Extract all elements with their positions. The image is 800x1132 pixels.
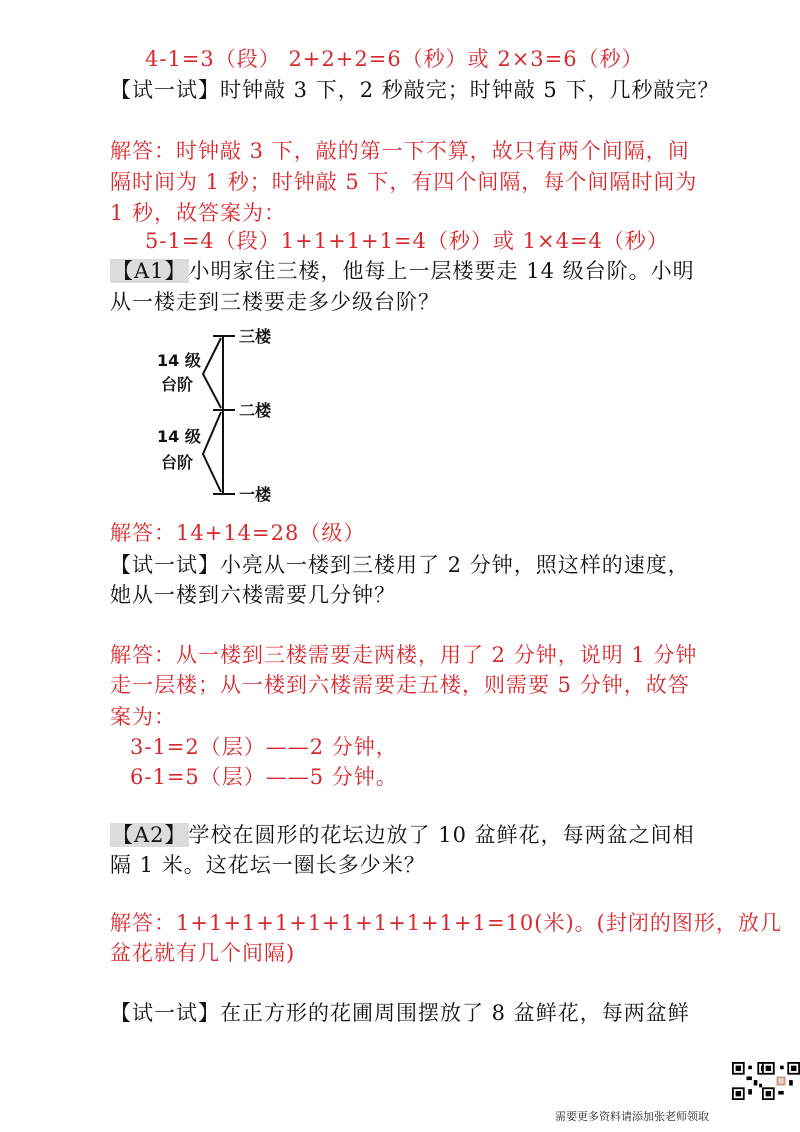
stairs-diagram-svg: [155, 322, 295, 512]
footer-contact-text: 需要更多资料请添加张老师领取: [555, 1110, 709, 1123]
floor-3-label: 三楼: [239, 327, 272, 346]
answer-1-calc: 5-1=4（段）1+1+1+1=4（秒）或 1×4=4（秒）: [145, 229, 669, 253]
lower-steps-count: 14 级: [157, 427, 201, 446]
upper-brace: [203, 338, 221, 408]
question-a1-line-1: [110, 256, 695, 286]
question-a1-line-2: 从一楼走到三楼要走多少级台阶？: [110, 290, 440, 314]
try-question-3: 【试一试】在正方形的花圃周围摆放了 8 盆鲜花，每两盆鲜: [110, 1001, 690, 1025]
floor-2-label: 二楼: [239, 401, 272, 420]
question-tag-a1: 【A1】: [112, 259, 187, 283]
question-a2-line-1: [110, 820, 695, 850]
answer-2-line-3: 案为：: [110, 705, 176, 729]
try-question-1: 【试一试】时钟敲 3 下，2 秒敲完；时钟敲 5 下，几秒敲完？: [110, 78, 720, 102]
answer-a2-line-1: 解答：1+1+1+1+1+1+1+1+1+1=10(米)。(封闭的图形，放几: [110, 911, 782, 935]
answer-a2-line-2: 盆花就有几个间隔): [110, 941, 296, 965]
question-a2-line-2: 隔 1 米。这花坛一圈长多少米？: [110, 853, 426, 877]
answer-a1: 解答：14+14=28（级）: [110, 521, 366, 545]
try-question-2-line-1: 【试一试】小亮从一楼到三楼用了 2 分钟，照这样的速度，: [110, 553, 690, 577]
answer-1-line-2: 隔时间为 1 秒；时钟敲 5 下，有四个间隔，每个间隔时间为: [110, 170, 698, 194]
try-question-2-line-2: 她从一楼到六楼需要几分钟？: [110, 583, 396, 607]
answer-2-calc-2: 6-1=5（层）——5 分钟。: [130, 765, 398, 789]
stairs-diagram: [155, 322, 295, 512]
lower-steps-unit: 台阶: [161, 453, 194, 472]
answer-2-calc-1: 3-1=2（层）——2 分钟，: [130, 735, 398, 759]
upper-steps-unit: 台阶: [161, 375, 194, 394]
calc-line-1: 4-1=3（段） 2+2+2=6（秒）或 2×3=6（秒）: [145, 47, 644, 71]
answer-1-line-3: 1 秒，故答案为：: [110, 201, 287, 225]
lower-brace: [203, 412, 221, 492]
answer-2-line-2: 走一层楼；从一楼到六楼需要走五楼，则需要 5 分钟，故答: [110, 673, 690, 697]
answer-1-line-1: 解答：时钟敲 3 下，敲的第一下不算，故只有两个间隔，间: [110, 139, 690, 163]
qr-code-right-icon: [762, 1062, 800, 1100]
floor-1-label: 一楼: [239, 485, 272, 504]
upper-steps-count: 14 级: [157, 351, 201, 370]
answer-2-line-1: 解答：从一楼到三楼需要走两楼，用了 2 分钟，说明 1 分钟: [110, 643, 698, 667]
question-a1-text: 小明家住三楼，他每上一层楼要走 14 级台阶。小明: [188, 259, 695, 283]
question-tag-a2: 【A2】: [112, 823, 187, 847]
question-a2-text: 学校在圆形的花坛边放了 10 盆鲜花，每两盆之间相: [188, 823, 695, 847]
